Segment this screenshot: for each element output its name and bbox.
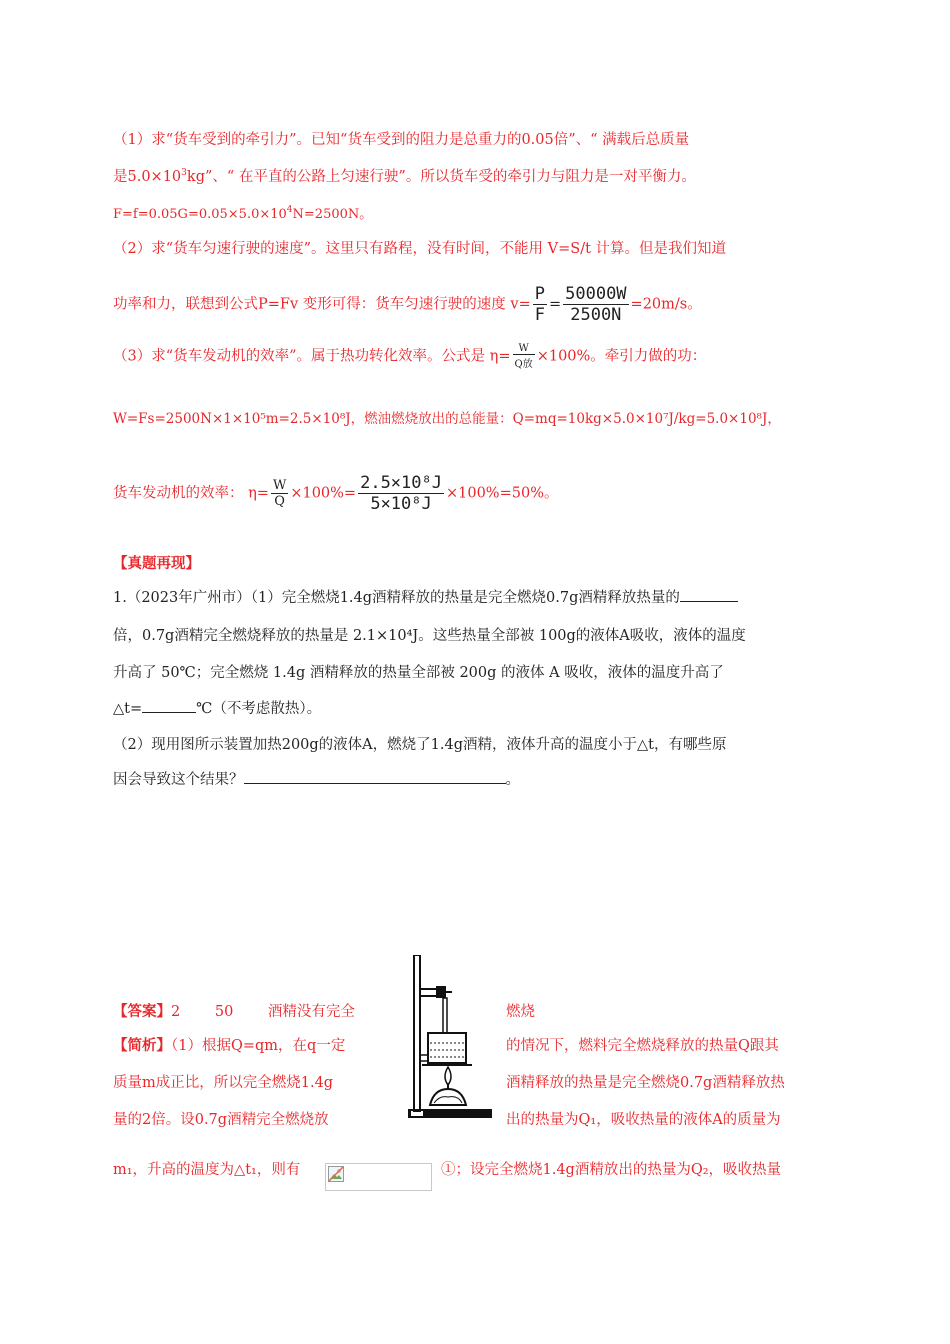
solution-p3-line2: W=Fs=2500N×1×10⁵m=2.5×10⁸J，燃油燃烧放出的总能量：Q=mq=10kg×5.0×10⁷J/kg=5.0×10⁸J，: [113, 411, 781, 427]
analysis-line1-left: 【简析】（1）根据Q=qm，在q一定: [113, 1037, 346, 1054]
fraction-p-over-f: $\frac{P}{F}$: [534, 284, 545, 325]
question-line4: △t= ℃（不考虑散热）。: [113, 697, 321, 718]
analysis-line1-right: 的情况下，燃料完全燃烧释放的热量Q跟其: [506, 1038, 779, 1054]
answer-blank-3[interactable]: [244, 769, 506, 784]
solution-p3-line1: （3）求“货车发动机的效率”。属于热功转化效率。公式是 η= $\frac{W}{\text{Q放}}$ ×100%。牵引力做的功：: [113, 343, 707, 370]
fraction-power-over-force: $\frac{50000W}{2500N}$: [565, 284, 627, 325]
question-line5: （2）现用图所示装置加热200g的液体A，燃烧了1.4g酒精，液体升高的温度小于△t，有哪些原: [113, 737, 727, 753]
fraction-w-over-q: $\frac{W}{\text{Q放}}$: [514, 343, 533, 370]
solution-p1-line2: 是$5.0\times 10^3kg$”、“ 在平直的公路上匀速行驶”。所以货车受的牵引力与阻力是一对平衡力。: [113, 168, 696, 185]
broken-image-placeholder: [325, 1163, 432, 1191]
answer-line: 【答案】2 50 酒精没有完全: [113, 1003, 355, 1020]
fraction-w-over-q-efficiency: $\frac{W}{Q}$: [272, 478, 287, 509]
solution-p1-line1: （1）求“货车受到的牵引力”。已知“货车受到的阻力是总重力的0.05倍”、“ 满载后总质量: [113, 132, 690, 148]
question-line2: 倍，0.7g酒精完全燃烧释放的热量是 2.1×10⁴J。这些热量全部被 100g的液体A吸收，液体的温度: [113, 628, 746, 644]
analysis-line2-right: 酒精释放的热量是完全燃烧0.7g酒精释放热: [506, 1075, 785, 1091]
analysis-line3-left: 量的2倍。设0.7g酒精完全燃烧放: [113, 1112, 329, 1128]
answer-line-continuation: 燃烧: [506, 1004, 535, 1020]
analysis-line2-left: 质量m成正比，所以完全燃烧1.4g: [113, 1075, 334, 1091]
analysis-line4-left: m₁，升高的温度为△t₁，则有: [113, 1162, 301, 1178]
question-line6: 因会导致这个结果？ 。: [113, 768, 520, 789]
analysis-line3-right: 出的热量为Q₁，吸收热量的液体A的质量为: [506, 1112, 781, 1128]
question-line1: 1.（2023年广州市）（1）完全燃烧1.4g酒精释放的热量是完全燃烧0.7g酒精释放热量的: [113, 586, 738, 607]
broken-image-icon: [328, 1166, 344, 1182]
apparatus-figure: [408, 955, 493, 1125]
solution-p2-line1: （2）求“货车匀速行驶的速度”。这里只有路程，没有时间，不能用 V=S/t 计算。但是我们知道: [113, 241, 727, 257]
answer-blank-1[interactable]: [680, 587, 738, 602]
section-heading: 【真题再现】: [113, 555, 200, 572]
question-line3: 升高了 50℃；完全燃烧 1.4g 酒精释放的热量全部被 200g 的液体 A 吸收，液体的温度升高了: [113, 665, 724, 681]
answer-blank-2[interactable]: [142, 698, 196, 713]
fraction-energy-ratio: $\frac{\text{2.5×10⁸J}}{\text{5×10⁸J}}$: [360, 473, 442, 514]
solution-p1-line3: $F=f=0.05G=0.05\times 5.0\times 10^4N=2500N$。: [113, 205, 373, 222]
solution-p2-line2: 功率和力，联想到公式P=Fv 变形可得：货车匀速行驶的速度 v= $\frac{P}{F}$ = $\frac{50000W}{2500N}$ =20m/s。: [113, 284, 702, 325]
analysis-line4-right: ①；设完全燃烧1.4g酒精放出的热量为Q₂，吸收热量: [441, 1162, 782, 1178]
solution-p3-line3: 货车发动机的效率： η= $\frac{W}{Q}$ ×100%= $\frac{\text{2.5×10⁸J}}{\text{5×10⁸J}}$ ×100%=50%。: [113, 473, 559, 514]
alcohol-lamp-apparatus-icon: [408, 955, 493, 1125]
